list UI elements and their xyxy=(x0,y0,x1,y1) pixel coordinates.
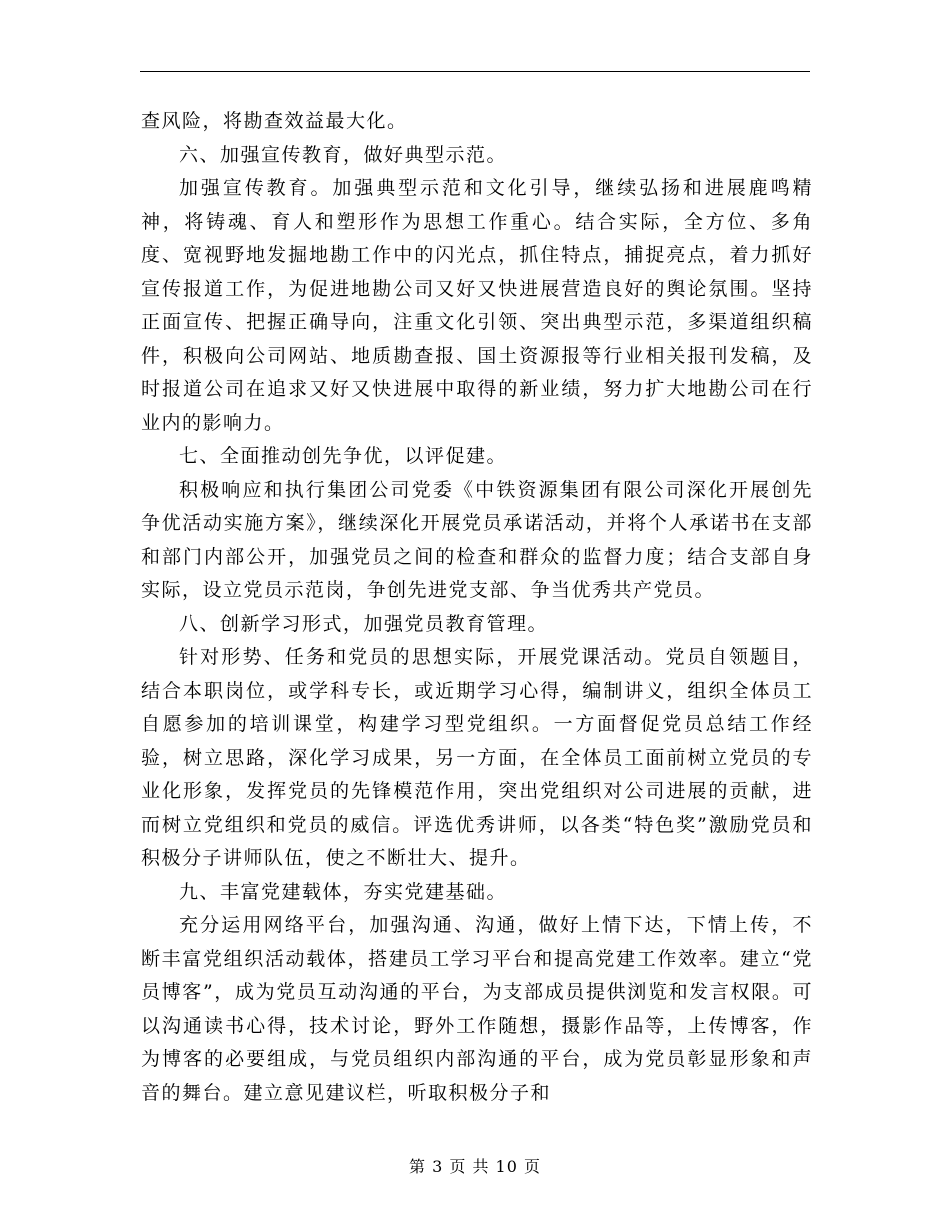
header-rule xyxy=(140,71,810,72)
section-heading-6: 六、加强宣传教育，做好典型示范。 xyxy=(179,143,508,166)
document-body xyxy=(141,105,813,1110)
paragraph-section-6: 加强宣传教育。加强典型示范和文化引导，继续弘扬和进展鹿鸣精神，将铸魂、育人和塑形作为思想工作重心。结合实际，全方位、多角度、宽视野地发掘地勘工作中的闪光点，抓住特点，捕捉亮点，着力抓好宣传报道工作，为促进地勘公司又好又快进展营造良好的舆论氛围。坚持正面宣传、把握正确导向，注重文化引领、突出典型示范，多渠道组织稿件，积极向公司网站、地质勘查报、国土资源报等行业相关报刊发稿，及时报道公司在追求又好又快进展中取得的新业绩，努力扩大地勘公司在行业内的影响力。 xyxy=(141,177,813,434)
section-heading-7: 七、全面推动创先争优，以评促建。 xyxy=(179,445,508,467)
section-heading-9: 九、丰富党建载体，夯实党建基础。 xyxy=(179,880,508,903)
section-heading-8: 八、创新学习形式，加强党员教育管理。 xyxy=(179,612,549,635)
paragraph-section-7: 积极响应和执行集团公司党委《中铁资源集团有限公司深化开展创先争优活动实施方案》，继续深化开展党员承诺活动，并将个人承诺书在支部和部门内部公开，加强党员之间的检查和群众的监督力度；结合支部自身实际，设立党员示范岗，争创先进党支部、争当优秀共产党员。 xyxy=(141,478,813,601)
paragraph-section-8: 针对形势、任务和党员的思想实际，开展党课活动。党员自领题目，结合本职岗位，或学科专长，或近期学习心得，编制讲义，组织全体员工自愿参加的培训课堂，构建学习型党组织。一方面督促党员总结工作经验，树立思路，深化学习成果，另一方面，在全体员工面前树立党员的专业化形象，发挥党员的先锋模范作用，突出党组织对公司进展的贡献，进而树立党组织和党员的威信。评选优秀讲师，以各类“特色奖”激励党员和积极分子讲师队伍，使之不断壮大、提升。 xyxy=(141,646,813,869)
page-number-footer: 第 3 页 共 10 页 xyxy=(409,1157,541,1176)
paragraph-continuation: 查风险，将勘查效益最大化。 xyxy=(141,110,408,132)
paragraph-section-9: 充分运用网络平台，加强沟通、沟通，做好上情下达，下情上传，不断丰富党组织活动载体，搭建员工学习平台和提高党建工作效率。建立“党员博客”，成为党员互动沟通的平台，为支部成员提供浏览和发言权限。可以沟通读书心得，技术讨论，野外工作随想，摄影作品等，上传博客，作为博客的必要组成，与党员组织内部沟通的平台，成为党员彰显形象和声音的舞台。建立意见建议栏，听取积极分子和 xyxy=(141,914,813,1104)
